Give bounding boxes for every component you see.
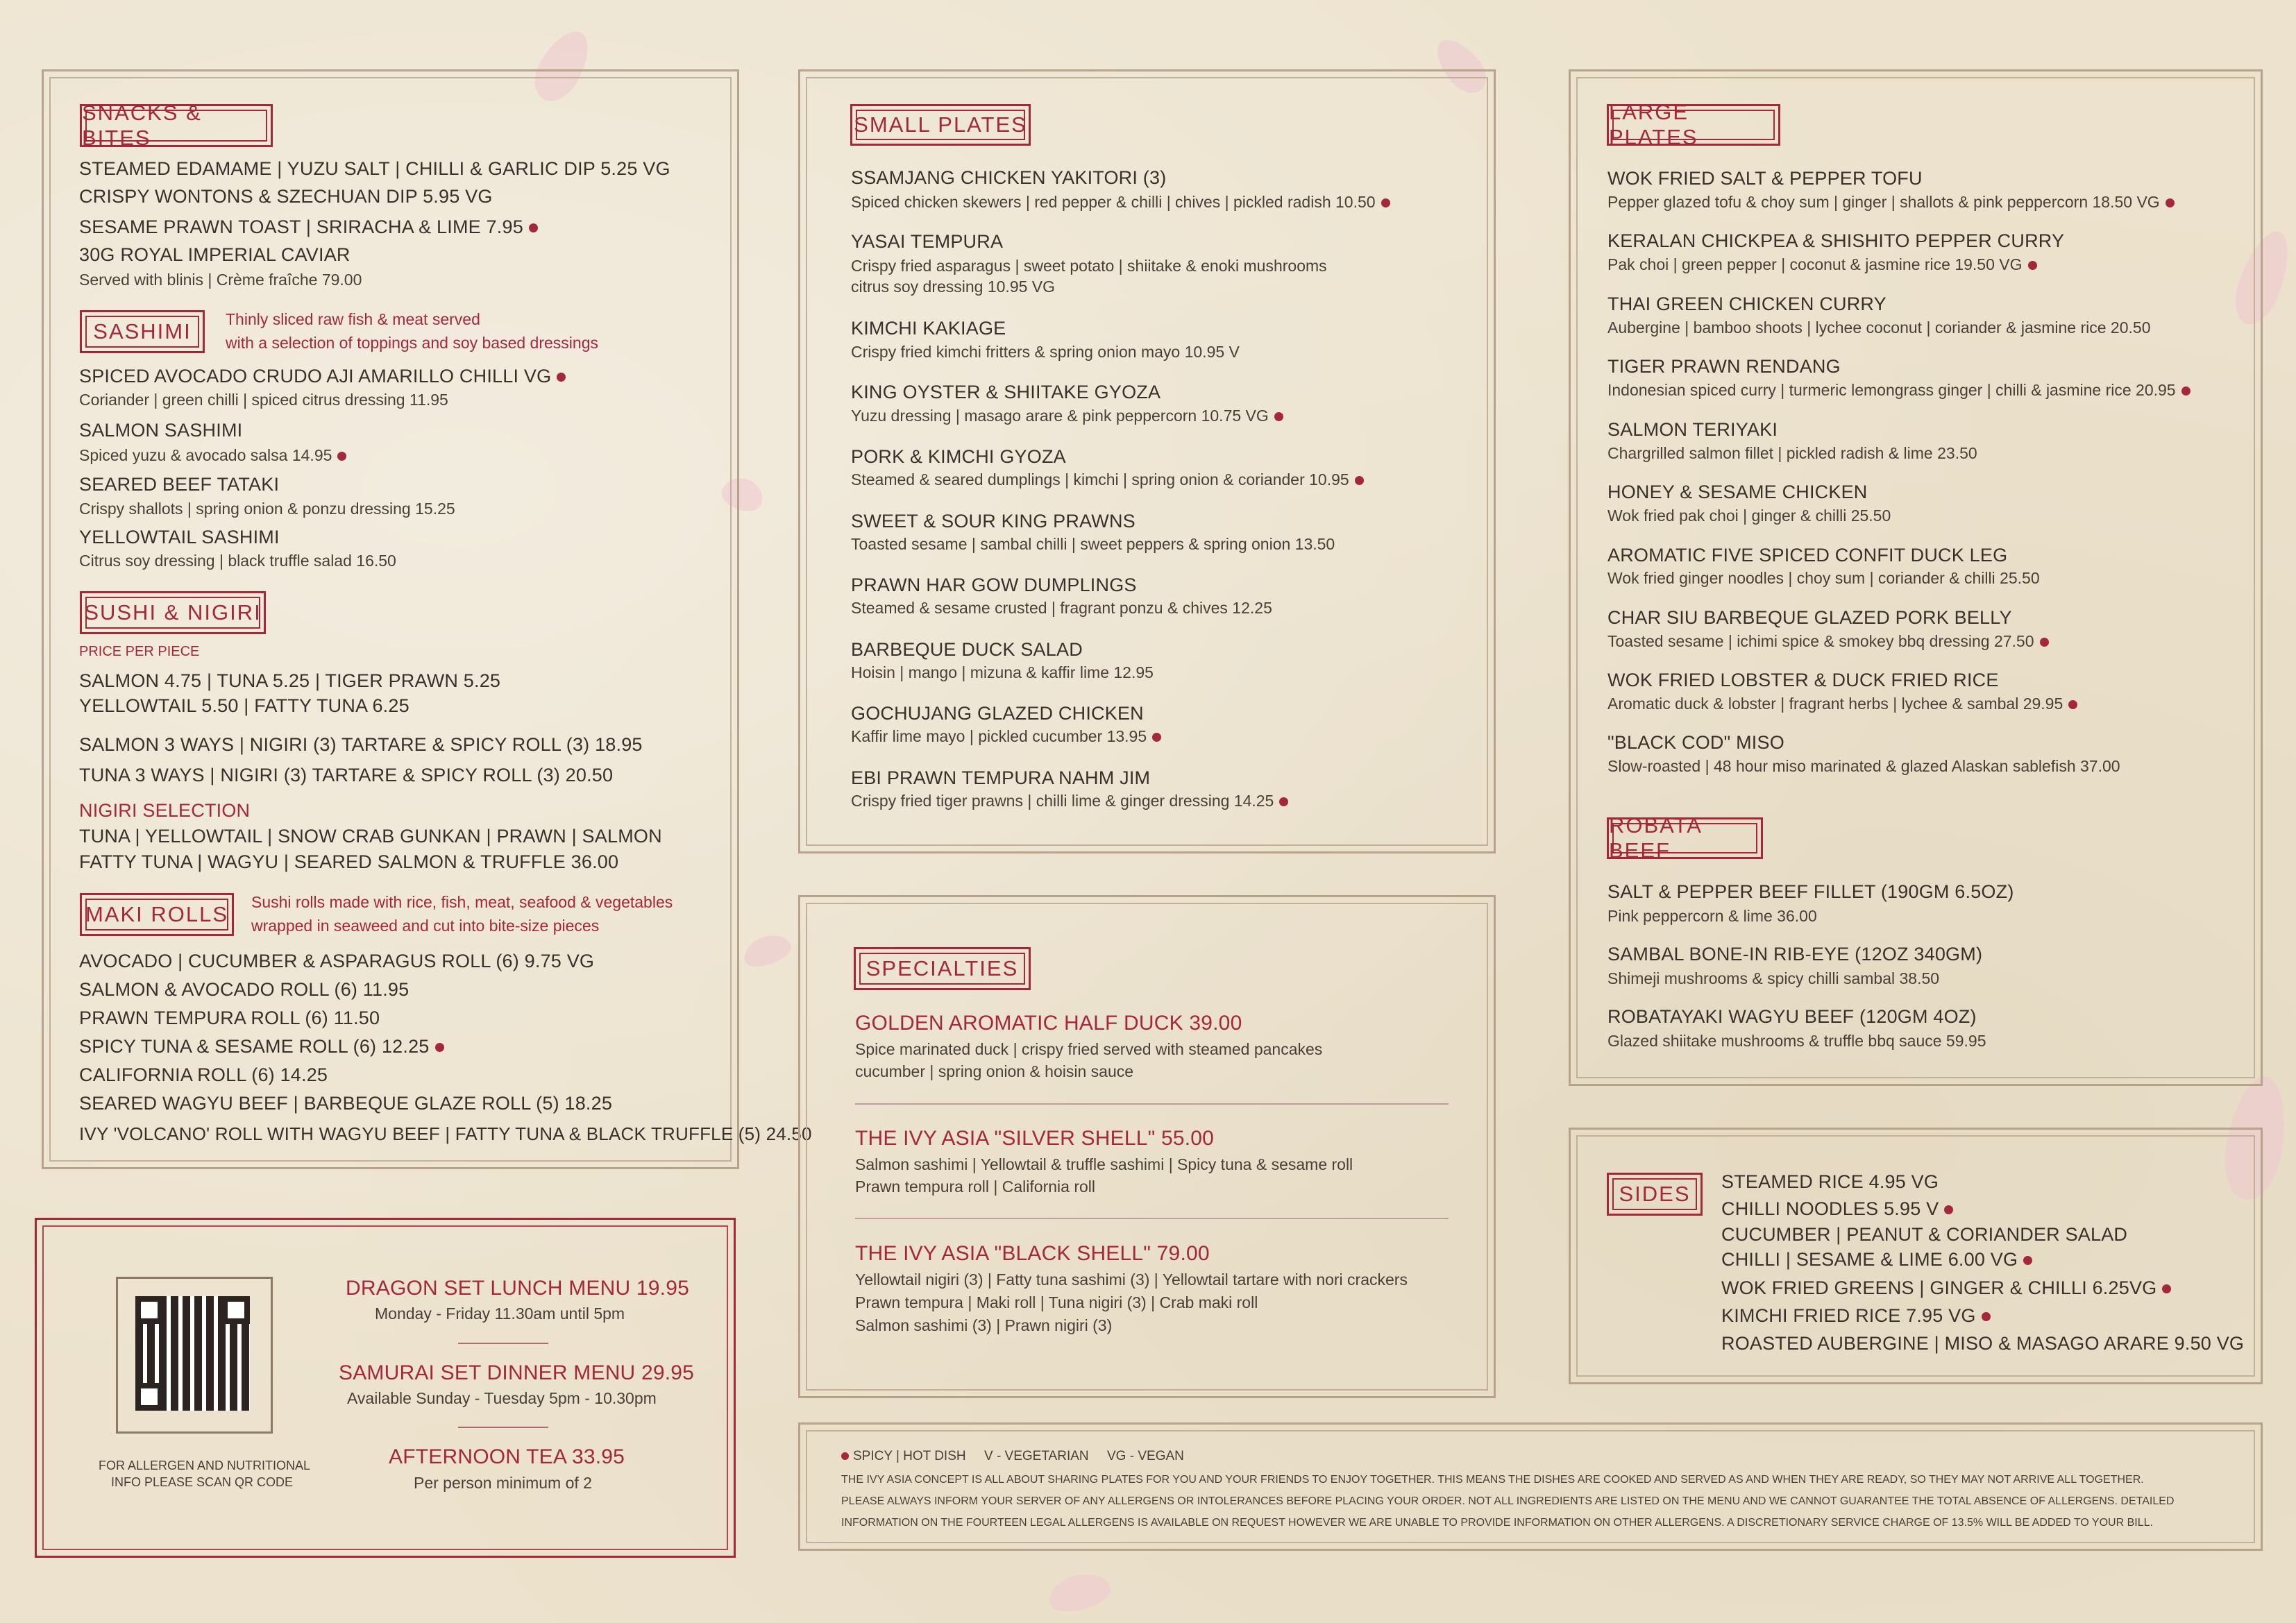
menu-item: SEARED WAGYU BEEF | BARBEQUE GLAZE ROLL (5) 18.25 [79, 1093, 613, 1114]
set-menu-title: DRAGON SET LUNCH MENU 19.95 [346, 1277, 689, 1300]
menu-item: SALMON 4.75 | TUNA 5.25 | TIGER PRAWN 5.25 [79, 670, 501, 691]
spicy-dot-icon [1982, 1312, 1991, 1321]
spicy-dot-icon [337, 452, 346, 461]
menu-item: SPICED AVOCADO CRUDO AJI AMARILLO CHILLI VG [79, 366, 566, 387]
menu-item: CALIFORNIA ROLL (6) 14.25 [79, 1064, 328, 1085]
menu-item: CHAR SIU BARBEQUE GLAZED PORK BELLY [1607, 607, 2012, 628]
set-menu-sub: Per person minimum of 2 [414, 1474, 592, 1492]
menu-item: IVY 'VOLCANO' ROLL WITH WAGYU BEEF | FATTY TUNA & BLACK TRUFFLE (5) 24.50 [79, 1123, 812, 1144]
menu-item-desc: Pak choi | green pepper | coconut & jasmine rice 19.50 VG [1607, 255, 2037, 274]
menu-item-desc: Steamed & sesame crusted | fragrant ponzu & chives 12.25 [851, 599, 1272, 617]
menu-item: SPICY TUNA & SESAME ROLL (6) 12.25 [79, 1036, 444, 1057]
menu-item-desc: Indonesian spiced curry | turmeric lemongrass ginger | chilli & jasmine rice 20.95 [1607, 381, 2191, 400]
specialty-desc: Salmon sashimi | Yellowtail & truffle sashimi | Spicy tuna & sesame roll [855, 1155, 1353, 1173]
price-note: PRICE PER PIECE [79, 644, 200, 659]
spicy-dot-icon [1381, 198, 1390, 207]
snacks-heading: SNACKS & BITES [80, 104, 273, 147]
set-menu-title: SAMURAI SET DINNER MENU 29.95 [339, 1361, 695, 1384]
maki-heading: MAKI ROLLS [80, 893, 234, 936]
qr-note: FOR ALLERGEN AND NUTRITIONAL [99, 1459, 311, 1472]
menu-item: ROBATAYAKI WAGYU BEEF (120GM 4OZ) [1607, 1006, 1977, 1027]
spicy-dot-icon [2040, 638, 2049, 647]
menu-item-desc: Wok fried pak choi | ginger & chilli 25.50 [1607, 507, 1891, 525]
sushi-heading: SUSHI & NIGIRI [80, 591, 266, 634]
menu-item-desc: Served with blinis | Crème fraîche 79.00 [79, 271, 362, 289]
menu-item-desc: Shimeji mushrooms & spicy chilli sambal 38.50 [1607, 969, 1940, 987]
spicy-dot-icon [1944, 1205, 1953, 1214]
footer-notice: THE IVY ASIA CONCEPT IS ALL ABOUT SHARING PLATES FOR YOU AND YOUR FRIENDS TO ENJOY TOGETHER. THIS MEANS THE DISHES ARE COOKED AND SERVED AS AND WHEN THEY ARE READY, SO THEY MAY NOT ARRIVE ALL TOGETHER. [841, 1474, 2144, 1486]
set-menu-sub: Monday - Friday 11.30am until 5pm [375, 1305, 625, 1323]
menu-item-desc: Crispy fried asparagus | sweet potato | shiitake & enoki mushrooms [851, 257, 1327, 275]
menu-item-desc: Kaffir lime mayo | pickled cucumber 13.95 [851, 727, 1161, 746]
menu-item: SEARED BEEF TATAKI [79, 474, 280, 495]
menu-item: SWEET & SOUR KING PRAWNS [851, 511, 1136, 532]
menu-item: TUNA 3 WAYS | NIGIRI (3) TARTARE & SPICY ROLL (3) 20.50 [79, 765, 614, 785]
spicy-dot-icon [2023, 1256, 2032, 1265]
menu-item-desc: Spiced chicken skewers | red pepper & chilli | chives | pickled radish 10.50 [851, 193, 1390, 212]
menu-item: ROASTED AUBERGINE | MISO & MASAGO ARARE 9.50 VG [1721, 1333, 2245, 1354]
specialty-desc: Yellowtail nigiri (3) | Fatty tuna sashimi (3) | Yellowtail tartare with nori crackers [855, 1271, 1408, 1289]
menu-item: YELLOWTAIL 5.50 | FATTY TUNA 6.25 [79, 695, 410, 716]
spicy-dot-icon [2068, 700, 2077, 709]
menu-item: PRAWN HAR GOW DUMPLINGS [851, 575, 1137, 595]
qr-code[interactable] [135, 1296, 250, 1411]
spicy-dot-icon [2166, 198, 2175, 207]
menu-item: CUCUMBER | PEANUT & CORIANDER SALAD [1721, 1224, 2128, 1245]
spicy-dot-icon [2181, 386, 2191, 396]
menu-item: WOK FRIED LOBSTER & DUCK FRIED RICE [1607, 670, 1999, 690]
spicy-dot-icon [435, 1043, 444, 1052]
specialty-title: THE IVY ASIA "BLACK SHELL" 79.00 [855, 1242, 1210, 1265]
menu-item: KIMCHI KAKIAGE [851, 318, 1006, 339]
menu-item: CHILLI NOODLES 5.95 V [1721, 1198, 1953, 1220]
menu-item-desc: Coriander | green chilli | spiced citrus dressing 11.95 [79, 391, 448, 409]
menu-item-desc: Slow-roasted | 48 hour miso marinated & glazed Alaskan sablefish 37.00 [1607, 757, 2120, 775]
divider [458, 1343, 548, 1344]
set-menu-sub: Available Sunday - Tuesday 5pm - 10.30pm [347, 1389, 657, 1407]
menu-item: SALMON TERIYAKI [1607, 419, 1778, 440]
menu-item: CRISPY WONTONS & SZECHUAN DIP 5.95 VG [79, 186, 493, 207]
divider [855, 1103, 1449, 1105]
menu-item-desc: Pink peppercorn & lime 36.00 [1607, 907, 1817, 925]
menu-item: EBI PRAWN TEMPURA NAHM JIM [851, 767, 1151, 788]
divider [458, 1427, 548, 1428]
menu-item: HONEY & SESAME CHICKEN [1607, 482, 1868, 502]
menu-item: THAI GREEN CHICKEN CURRY [1607, 294, 1886, 314]
divider [855, 1218, 1449, 1219]
specialty-desc: Salmon sashimi (3) | Prawn nigiri (3) [855, 1316, 1113, 1334]
sashimi-note: with a selection of toppings and soy based dressings [226, 334, 598, 352]
menu-item: "BLACK COD" MISO [1607, 732, 1784, 753]
nigiri-selection-title: NIGIRI SELECTION [79, 800, 251, 821]
spicy-dot-icon [2028, 261, 2037, 270]
menu-item: PRAWN TEMPURA ROLL (6) 11.50 [79, 1008, 380, 1028]
small-plates-heading: SMALL PLATES [850, 104, 1031, 146]
menu-item: KIMCHI FRIED RICE 7.95 VG [1721, 1305, 1991, 1327]
maki-note: wrapped in seaweed and cut into bite-size pieces [251, 917, 600, 935]
menu-item-desc: Crispy shallots | spring onion & ponzu dressing 15.25 [79, 500, 455, 518]
menu-item: KING OYSTER & SHIITAKE GYOZA [851, 382, 1161, 402]
menu-item: 30G ROYAL IMPERIAL CAVIAR [79, 244, 351, 265]
robata-heading: ROBATA BEEF [1607, 817, 1763, 859]
specialty-desc: Spice marinated duck | crispy fried served with steamed pancakes [855, 1040, 1323, 1058]
spicy-dot-icon [1279, 797, 1288, 806]
menu-item-desc: Chargrilled salmon fillet | pickled radish & lime 23.50 [1607, 444, 1977, 462]
menu-item: FATTY TUNA | WAGYU | SEARED SALMON & TRUFFLE 36.00 [79, 851, 619, 872]
specialty-title: THE IVY ASIA "SILVER SHELL" 55.00 [855, 1127, 1215, 1150]
menu-item-desc: Aromatic duck & lobster | fragrant herbs | lychee & sambal 29.95 [1607, 695, 2077, 713]
menu-item: WOK FRIED SALT & PEPPER TOFU [1607, 168, 1923, 189]
spicy-dot-icon [1274, 412, 1283, 421]
spicy-dot-icon [841, 1452, 849, 1460]
menu-item: TUNA | YELLOWTAIL | SNOW CRAB GUNKAN | PRAWN | SALMON [79, 826, 662, 847]
spicy-dot-icon [529, 223, 538, 232]
large-plates-heading: LARGE PLATES [1607, 104, 1780, 146]
maki-note: Sushi rolls made with rice, fish, meat, seafood & vegetables [251, 893, 673, 911]
menu-item: STEAMED RICE 4.95 VG [1721, 1171, 1939, 1192]
specialty-desc: Prawn tempura | Maki roll | Tuna nigiri (3) | Crab maki roll [855, 1293, 1258, 1311]
specialties-heading: SPECIALTIES [854, 947, 1031, 990]
specialty-title: GOLDEN AROMATIC HALF DUCK 39.00 [855, 1012, 1242, 1035]
menu-item: TIGER PRAWN RENDANG [1607, 356, 1841, 377]
menu-item: SALMON 3 WAYS | NIGIRI (3) TARTARE & SPICY ROLL (3) 18.95 [79, 734, 643, 755]
menu-item: SESAME PRAWN TOAST | SRIRACHA & LIME 7.95 [79, 216, 538, 238]
menu-item: AVOCADO | CUCUMBER & ASPARAGUS ROLL (6) 9.75 VG [79, 951, 595, 971]
menu-item-desc: Aubergine | bamboo shoots | lychee coconut | coriander & jasmine rice 20.50 [1607, 318, 2151, 337]
menu-item-desc: Crispy fried kimchi fritters & spring onion mayo 10.95 V [851, 343, 1240, 361]
menu-item-desc: Glazed shiitake mushrooms & truffle bbq sauce 59.95 [1607, 1032, 1986, 1050]
menu-item: SALMON & AVOCADO ROLL (6) 11.95 [79, 979, 410, 1000]
footer-panel [798, 1422, 2263, 1551]
menu-item: GOCHUJANG GLAZED CHICKEN [851, 703, 1144, 724]
menu-item: AROMATIC FIVE SPICED CONFIT DUCK LEG [1607, 545, 2008, 566]
footer-notice: INFORMATION ON THE FOURTEEN LEGAL ALLERGENS IS AVAILABLE ON REQUEST HOWEVER WE ARE UNABLE TO PROVIDE INFORMATION ON OTHER ALLERGENS. A DISCRETIONARY SERVICE CHARGE OF 13.5% WILL BE ADDED TO YOUR BILL. [841, 1517, 2153, 1529]
menu-item: WOK FRIED GREENS | GINGER & CHILLI 6.25VG [1721, 1277, 2171, 1299]
spicy-dot-icon [1355, 476, 1364, 485]
menu-item-desc: Crispy fried tiger prawns | chilli lime & ginger dressing 14.25 [851, 792, 1288, 810]
spicy-dot-icon [1152, 733, 1161, 742]
menu-item: KERALAN CHICKPEA & SHISHITO PEPPER CURRY [1607, 230, 2065, 251]
menu-item-desc: Spiced yuzu & avocado salsa 14.95 [79, 446, 346, 465]
menu-item-desc: citrus soy dressing 10.95 VG [851, 278, 1056, 296]
menu-item-desc: Hoisin | mango | mizuna & kaffir lime 12.95 [851, 663, 1154, 681]
menu-item: SAMBAL BONE-IN RIB-EYE (12OZ 340GM) [1607, 944, 1983, 965]
menu-item: YASAI TEMPURA [851, 231, 1004, 252]
menu-item-desc: Citrus soy dressing | black truffle salad 16.50 [79, 552, 396, 570]
menu-item-desc: Steamed & seared dumplings | kimchi | spring onion & coriander 10.95 [851, 470, 1364, 489]
specialty-desc: cucumber | spring onion & hoisin sauce [855, 1062, 1134, 1080]
menu-item: SALT & PEPPER BEEF FILLET (190GM 6.5OZ) [1607, 881, 2014, 902]
menu-item: YELLOWTAIL SASHIMI [79, 527, 280, 547]
menu-item-desc: Wok fried ginger noodles | choy sum | coriander & chilli 25.50 [1607, 569, 2040, 587]
menu-item: PORK & KIMCHI GYOZA [851, 446, 1066, 467]
set-menu-title: AFTERNOON TEA 33.95 [389, 1445, 625, 1468]
menu-item-desc: Yuzu dressing | masago arare & pink peppercorn 10.75 VG [851, 407, 1283, 425]
menu-item: BARBEQUE DUCK SALAD [851, 639, 1083, 660]
sashimi-note: Thinly sliced raw fish & meat served [226, 310, 480, 328]
sashimi-heading: SASHIMI [80, 310, 205, 353]
menu-item: SALMON SASHIMI [79, 420, 243, 441]
spicy-dot-icon [2162, 1284, 2171, 1293]
legend: SPICY | HOT DISH V - VEGETARIAN VG - VEGAN [841, 1449, 1184, 1464]
menu-item-desc: Pepper glazed tofu & choy sum | ginger | shallots & pink peppercorn 18.50 VG [1607, 193, 2175, 212]
sides-heading: SIDES [1607, 1173, 1703, 1216]
menu-item: CHILLI | SESAME & LIME 6.00 VG [1721, 1249, 2032, 1271]
menu-item-desc: Toasted sesame | ichimi spice & smokey bbq dressing 27.50 [1607, 632, 2049, 651]
specialty-desc: Prawn tempura roll | California roll [855, 1178, 1095, 1196]
spicy-dot-icon [557, 373, 566, 382]
qr-note: INFO PLEASE SCAN QR CODE [111, 1475, 294, 1489]
menu-item: SSAMJANG CHICKEN YAKITORI (3) [851, 167, 1167, 188]
footer-notice: PLEASE ALWAYS INFORM YOUR SERVER OF ANY ALLERGENS OR INTOLERANCES BEFORE PLACING YOUR ORDER. NOT ALL INGREDIENTS ARE LISTED ON THE MENU AND WE CANNOT GUARANTEE THE TOTAL ABSENCE OF ALLERGENS. DETAILED [841, 1495, 2175, 1507]
menu-item: STEAMED EDAMAME | YUZU SALT | CHILLI & GARLIC DIP 5.25 VG [79, 158, 670, 179]
menu-item-desc: Toasted sesame | sambal chilli | sweet peppers & spring onion 13.50 [851, 535, 1335, 553]
